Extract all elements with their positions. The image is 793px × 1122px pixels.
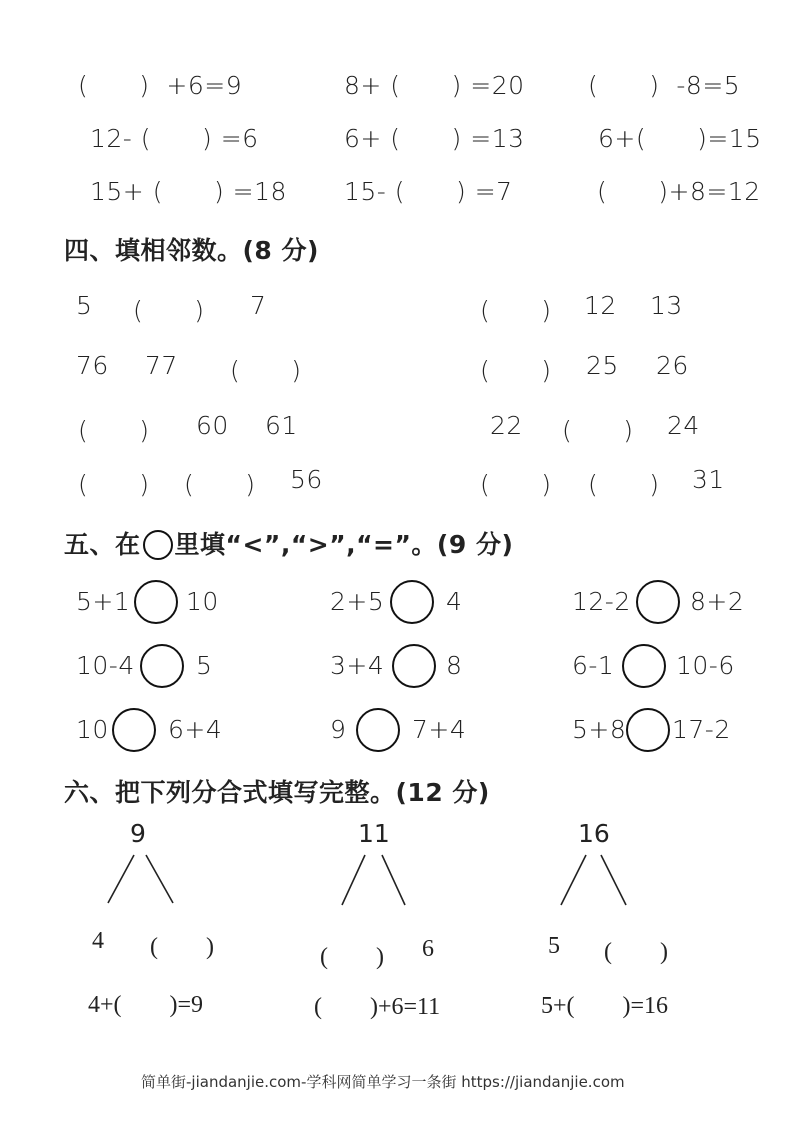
compare-left: 2+5 (330, 587, 385, 616)
number: 12 (584, 291, 617, 320)
compare-left: 5+8 (572, 715, 627, 744)
blank: ( ) (230, 356, 302, 385)
tree-right-value: 6 (422, 936, 434, 962)
number: 25 (586, 351, 619, 380)
number: 22 (490, 411, 523, 440)
number: 61 (265, 411, 298, 440)
tree-top-number: 9 (130, 819, 146, 848)
heading-text: 五、在 (64, 530, 141, 559)
tree-equation: 5+( )=16 (541, 993, 669, 1019)
blank: ( ) (78, 416, 150, 445)
tree-branch-right (601, 855, 626, 905)
equation: 8+ ( ) =20 (344, 71, 525, 100)
compare-left: 3+4 (330, 651, 385, 680)
tree-left-value: ( ) (320, 944, 384, 970)
tree-right-value: ( ) (604, 939, 668, 965)
compare-left: 6-1 (572, 651, 615, 680)
compare-right: 10 (186, 587, 219, 616)
equation: 6+( )=15 (598, 124, 762, 153)
blank: ( ) (480, 296, 552, 325)
tree-branch-left (342, 855, 365, 905)
tree-branch-left (561, 855, 586, 905)
compare-left: 9 (330, 715, 347, 744)
blank: ( ) (78, 470, 150, 499)
compare-right: 4 (446, 587, 463, 616)
equation: ( ) -8=5 (588, 71, 741, 100)
tree-branch-right (382, 855, 405, 905)
compare-right: 10-6 (676, 651, 735, 680)
compare-right: 8 (446, 651, 463, 680)
footer-text: 简单街-jiandanjie.com-学科网简单学习一条街 https://jiandanjie.com (141, 1073, 625, 1091)
number: 31 (692, 465, 725, 494)
heading-text: 里填“<”,“>”,“=”。(9 分) (174, 530, 514, 559)
tree-equation: 4+( )=9 (88, 992, 204, 1018)
compare-left: 12-2 (572, 587, 631, 616)
number: 5 (76, 291, 93, 320)
compare-left: 5+1 (76, 587, 131, 616)
tree-left-value: 5 (548, 933, 560, 959)
compare-right: 17-2 (672, 715, 731, 744)
blank: ( ) (480, 470, 552, 499)
blank: ( ) (480, 356, 552, 385)
compare-right: 5 (196, 651, 213, 680)
compare-right: 8+2 (690, 587, 745, 616)
tree-top-number: 11 (358, 819, 390, 848)
tree-branch-left (108, 855, 134, 903)
equation: 15+ ( ) =18 (90, 177, 287, 206)
equation: ( ) +6=9 (78, 71, 243, 100)
number: 26 (656, 351, 689, 380)
tree-top-number: 16 (578, 819, 610, 848)
blank: ( ) (133, 296, 205, 325)
tree-equation: ( )+6=11 (314, 994, 441, 1020)
number: 76 (76, 351, 109, 380)
equation: 15- ( ) =7 (344, 177, 513, 206)
compare-right: 6+4 (168, 715, 223, 744)
tree-right-value: ( ) (150, 934, 214, 960)
section-heading-4: 四、填相邻数。(8 分) (64, 236, 319, 265)
equation: 6+ ( ) =13 (344, 124, 525, 153)
equation: ( )+8=12 (597, 177, 761, 206)
compare-right: 7+4 (412, 715, 467, 744)
number: 13 (650, 291, 683, 320)
equation: 12- ( ) =6 (90, 124, 259, 153)
blank: ( ) (562, 416, 634, 445)
number: 7 (250, 291, 267, 320)
blank: ( ) (588, 470, 660, 499)
compare-left: 10-4 (76, 651, 135, 680)
tree-branch-right (146, 855, 173, 903)
compare-left: 10 (76, 715, 109, 744)
tree-left-value: 4 (92, 928, 104, 954)
section-heading-6: 六、把下列分合式填写完整。(12 分) (64, 778, 490, 807)
number: 56 (290, 465, 323, 494)
number: 60 (196, 411, 229, 440)
blank: ( ) (184, 470, 256, 499)
number: 24 (667, 411, 700, 440)
number: 77 (145, 351, 178, 380)
